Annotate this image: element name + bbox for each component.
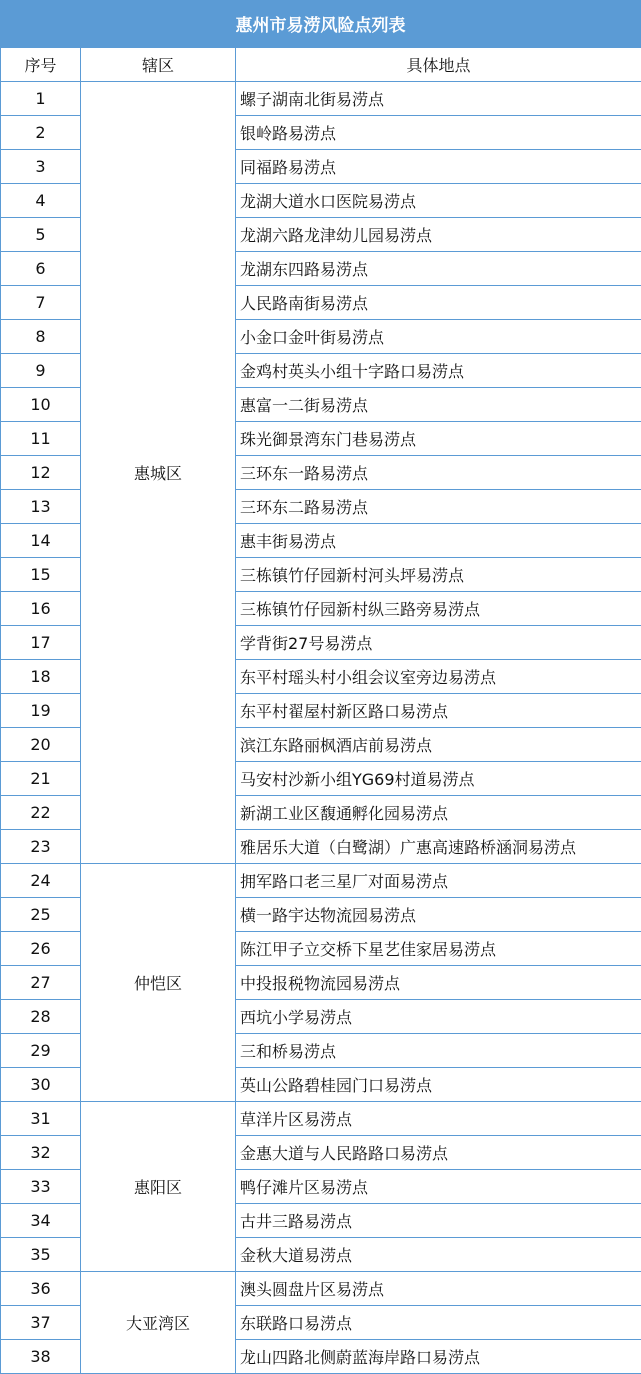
location-cell: 三环东一路易涝点 [236,456,641,490]
row-number: 8 [1,320,81,354]
page-title: 惠州市易涝风险点列表 [0,0,641,47]
row-number: 26 [1,932,81,966]
location-cell: 拥军路口老三星厂对面易涝点 [236,864,641,898]
row-number: 35 [1,1238,81,1272]
row-number: 29 [1,1034,81,1068]
row-number: 2 [1,116,81,150]
location-cell: 澳头圆盘片区易涝点 [236,1272,641,1306]
table-row [1,864,641,898]
location-cell: 三环东二路易涝点 [236,490,641,524]
district-cell: 大亚湾区 [81,1272,236,1374]
location-cell: 雅居乐大道（白鹭湖）广惠高速路桥涵洞易涝点 [236,830,641,864]
row-number: 5 [1,218,81,252]
location-cell: 新湖工业区馥通孵化园易涝点 [236,796,641,830]
row-number: 34 [1,1204,81,1238]
row-number: 7 [1,286,81,320]
table-row [1,82,641,116]
row-number: 12 [1,456,81,490]
district-cell: 仲恺区 [81,864,236,1102]
row-number: 38 [1,1340,81,1374]
row-number: 13 [1,490,81,524]
district-cell: 惠阳区 [81,1102,236,1272]
table-header-row [1,48,641,82]
location-cell: 龙湖六路龙津幼儿园易涝点 [236,218,641,252]
row-number: 9 [1,354,81,388]
location-cell: 三和桥易涝点 [236,1034,641,1068]
location-cell: 滨江东路丽枫酒店前易涝点 [236,728,641,762]
row-number: 28 [1,1000,81,1034]
location-cell: 龙湖大道水口医院易涝点 [236,184,641,218]
row-number: 20 [1,728,81,762]
row-number: 36 [1,1272,81,1306]
row-number: 33 [1,1170,81,1204]
location-cell: 东联路口易涝点 [236,1306,641,1340]
table-body [1,82,641,1374]
row-number: 6 [1,252,81,286]
location-cell: 同福路易涝点 [236,150,641,184]
row-number: 15 [1,558,81,592]
table-row [1,1272,641,1306]
district-cell: 惠城区 [81,82,236,864]
location-cell: 惠富一二街易涝点 [236,388,641,422]
row-number: 21 [1,762,81,796]
location-cell: 珠光御景湾东门巷易涝点 [236,422,641,456]
location-cell: 小金口金叶街易涝点 [236,320,641,354]
row-number: 16 [1,592,81,626]
location-cell: 龙湖东四路易涝点 [236,252,641,286]
location-cell: 人民路南街易涝点 [236,286,641,320]
row-number: 11 [1,422,81,456]
row-number: 23 [1,830,81,864]
row-number: 30 [1,1068,81,1102]
row-number: 37 [1,1306,81,1340]
row-number: 1 [1,82,81,116]
row-number: 32 [1,1136,81,1170]
location-cell: 东平村翟屋村新区路口易涝点 [236,694,641,728]
row-number: 19 [1,694,81,728]
location-cell: 银岭路易涝点 [236,116,641,150]
location-cell: 惠丰街易涝点 [236,524,641,558]
location-cell: 三栋镇竹仔园新村河头坪易涝点 [236,558,641,592]
location-cell: 西坑小学易涝点 [236,1000,641,1034]
location-cell: 金惠大道与人民路路口易涝点 [236,1136,641,1170]
row-number: 4 [1,184,81,218]
location-cell: 英山公路碧桂园门口易涝点 [236,1068,641,1102]
row-number: 24 [1,864,81,898]
location-cell: 龙山四路北侧蔚蓝海岸路口易涝点 [236,1340,641,1374]
row-number: 27 [1,966,81,1000]
location-cell: 金鸡村英头小组十字路口易涝点 [236,354,641,388]
location-cell: 三栋镇竹仔园新村纵三路旁易涝点 [236,592,641,626]
row-number: 25 [1,898,81,932]
location-cell: 古井三路易涝点 [236,1204,641,1238]
row-number: 31 [1,1102,81,1136]
row-number: 3 [1,150,81,184]
risk-points-table [0,47,641,1374]
location-cell: 草洋片区易涝点 [236,1102,641,1136]
location-cell: 马安村沙新小组YG69村道易涝点 [236,762,641,796]
location-cell: 鸭仔滩片区易涝点 [236,1170,641,1204]
row-number: 18 [1,660,81,694]
row-number: 10 [1,388,81,422]
row-number: 22 [1,796,81,830]
header-district: 辖区 [81,48,236,82]
location-cell: 学背街27号易涝点 [236,626,641,660]
header-no: 序号 [1,48,81,82]
row-number: 17 [1,626,81,660]
location-cell: 螺子湖南北街易涝点 [236,82,641,116]
location-cell: 横一路宇达物流园易涝点 [236,898,641,932]
table-row [1,1102,641,1136]
location-cell: 陈江甲子立交桥下星艺佳家居易涝点 [236,932,641,966]
location-cell: 金秋大道易涝点 [236,1238,641,1272]
location-cell: 中投报税物流园易涝点 [236,966,641,1000]
header-location: 具体地点 [236,48,641,82]
row-number: 14 [1,524,81,558]
location-cell: 东平村瑶头村小组会议室旁边易涝点 [236,660,641,694]
